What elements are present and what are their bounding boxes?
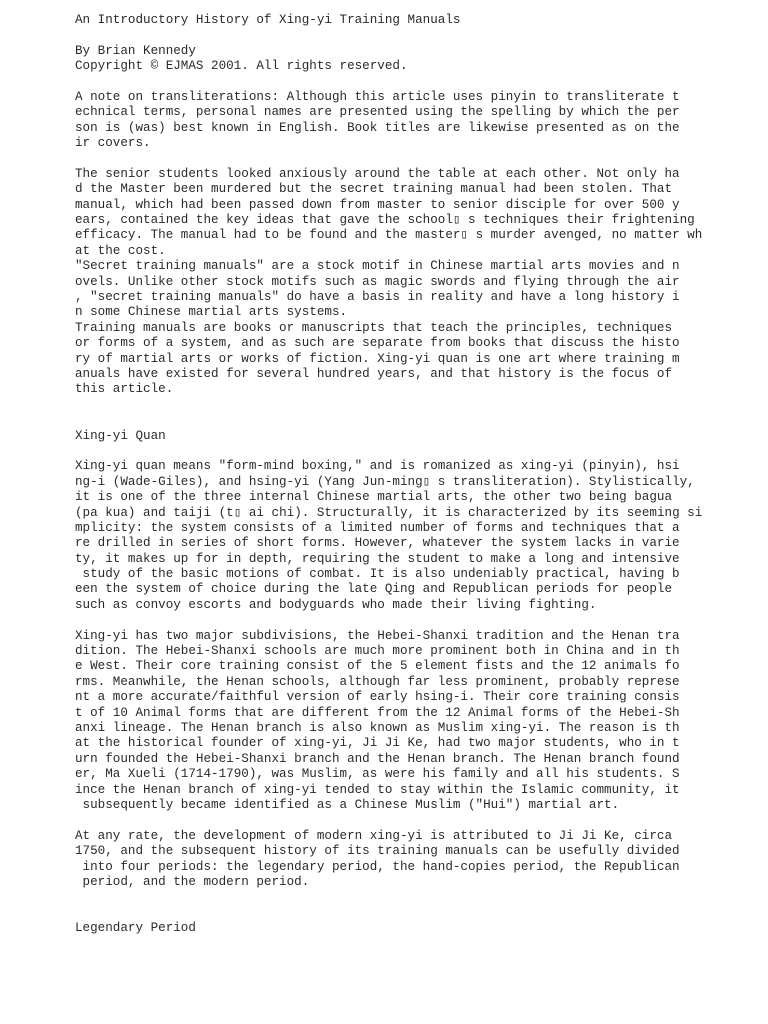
- text-line: Xing-yi has two major subdivisions, the Hebei-Shanxi tradition and the Henan tra: [75, 628, 680, 643]
- text-line: into four periods: the legendary period, the hand-copies period, the Republican: [75, 859, 680, 874]
- text-line: ty, it makes up for in depth, requiring the student to make a long and intensive: [75, 551, 680, 566]
- author-line: By Brian Kennedy: [75, 43, 196, 58]
- spacer: [75, 890, 735, 921]
- text-line: t of 10 Animal forms that are different from the 12 Animal forms of the Hebei-Sh: [75, 705, 680, 720]
- text-line: ng-i (Wade-Giles), and hsing-yi (Yang Jun-ming▯ s transliteration). Stylistically,: [75, 474, 695, 489]
- xing-yi-definition-paragraph: [75, 459, 735, 613]
- text-line: n some Chinese martial arts systems.: [75, 305, 348, 320]
- text-line: anxi lineage. The Henan branch is also known as Muslim xing-yi. The reason is th: [75, 720, 680, 735]
- text-line: son is (was) best known in English. Book titles are likewise presented as on the: [75, 120, 680, 135]
- text-line: echnical terms, personal names are presented using the spelling by which the per: [75, 105, 680, 120]
- spacer: [75, 444, 735, 459]
- text-line: er, Ma Xueli (1714-1790), was Muslim, as were his family and all his students. S: [75, 767, 680, 782]
- text-line: rms. Meanwhile, the Henan schools, although far less prominent, probably represe: [75, 674, 680, 689]
- document-title: An Introductory History of Xing-yi Training Manuals: [75, 13, 461, 27]
- periods-paragraph: [75, 829, 735, 891]
- text-line: ince the Henan branch of xing-yi tended to stay within the Islamic community, it: [75, 782, 680, 797]
- section-heading-legendary-period: Legendary Period: [75, 921, 196, 936]
- text-line: mplicity: the system consists of a limited number of forms and techniques that a: [75, 520, 680, 535]
- section-heading-xing-yi-quan: Xing-yi Quan: [75, 428, 166, 443]
- transliteration-note: [75, 90, 735, 152]
- text-line: "Secret training manuals" are a stock motif in Chinese martial arts movies and n: [75, 259, 680, 274]
- text-line: Xing-yi quan means "form-mind boxing," and is romanized as xing-yi (pinyin), hsi: [75, 459, 680, 474]
- spacer: [75, 813, 735, 828]
- spacer: [75, 28, 735, 43]
- text-line: period, and the modern period.: [75, 874, 310, 889]
- text-line: dition. The Hebei-Shanxi schools are much more prominent both in China and in th: [75, 644, 680, 659]
- text-line: (pa kua) and taiji (t▯ ai chi). Structurally, it is characterized by its seeming si: [75, 505, 703, 520]
- copyright-line: Copyright © EJMAS 2001. All rights reserved.: [75, 59, 408, 74]
- spacer: [75, 152, 735, 167]
- text-line: e West. Their core training consist of the 5 element fists and the 12 animals fo: [75, 659, 680, 674]
- text-line: ir covers.: [75, 136, 151, 151]
- text-line: study of the basic motions of combat. It is also undeniably practical, having b: [75, 567, 680, 582]
- text-line: or forms of a system, and as such are separate from books that discuss the histo: [75, 336, 680, 351]
- text-line: this article.: [75, 382, 174, 397]
- spacer: [75, 398, 735, 429]
- text-line: such as convoy escorts and bodyguards who made their living fighting.: [75, 597, 597, 612]
- text-line: it is one of the three internal Chinese martial arts, the other two being bagua: [75, 490, 673, 505]
- text-line: manual, which had been passed down from master to senior disciple for over 500 y: [75, 197, 680, 212]
- text-line: 1750, and the subsequent history of its training manuals can be usefully divided: [75, 844, 680, 859]
- text-line: ears, contained the key ideas that gave the school▯ s techniques their frightening: [75, 213, 695, 228]
- text-line: Training manuals are books or manuscripts that teach the principles, techniques: [75, 320, 673, 335]
- text-line: urn founded the Hebei-Shanxi branch and the Henan branch. The Henan branch found: [75, 751, 680, 766]
- text-line: efficacy. The manual had to be found and the master▯ s murder avenged, no matter wh: [75, 228, 703, 243]
- text-line: A note on transliterations: Although this article uses pinyin to transliterate t: [75, 89, 680, 104]
- text-line: d the Master been murdered but the secret training manual had been stolen. That: [75, 182, 673, 197]
- intro-paragraph: [75, 167, 735, 398]
- text-line: ovels. Unlike other stock motifs such as magic swords and flying through the air: [75, 274, 680, 289]
- spacer: [75, 75, 735, 90]
- text-line: nt a more accurate/faithful version of early hsing-i. Their core training consis: [75, 690, 680, 705]
- text-line: The senior students looked anxiously around the table at each other. Not only ha: [75, 166, 680, 181]
- spacer: [75, 613, 735, 628]
- text-line: een the system of choice during the late Qing and Republican periods for people: [75, 582, 673, 597]
- text-line: At any rate, the development of modern xing-yi is attributed to Ji Ji Ke, circa: [75, 828, 673, 843]
- text-line: subsequently became identified as a Chinese Muslim ("Hui") martial art.: [75, 797, 620, 812]
- text-line: anuals have existed for several hundred years, and that history is the focus of: [75, 366, 673, 381]
- text-line: re drilled in series of short forms. However, whatever the system lacks in varie: [75, 536, 680, 551]
- text-line: , "secret training manuals" do have a basis in reality and have a long history i: [75, 290, 680, 305]
- text-line: ry of martial arts or works of fiction. Xing-yi quan is one art where training m: [75, 351, 680, 366]
- document-page: [75, 13, 735, 936]
- text-line: at the cost.: [75, 243, 166, 258]
- text-line: at the historical founder of xing-yi, Ji Ji Ke, had two major students, who in t: [75, 736, 680, 751]
- subdivisions-paragraph: [75, 629, 735, 814]
